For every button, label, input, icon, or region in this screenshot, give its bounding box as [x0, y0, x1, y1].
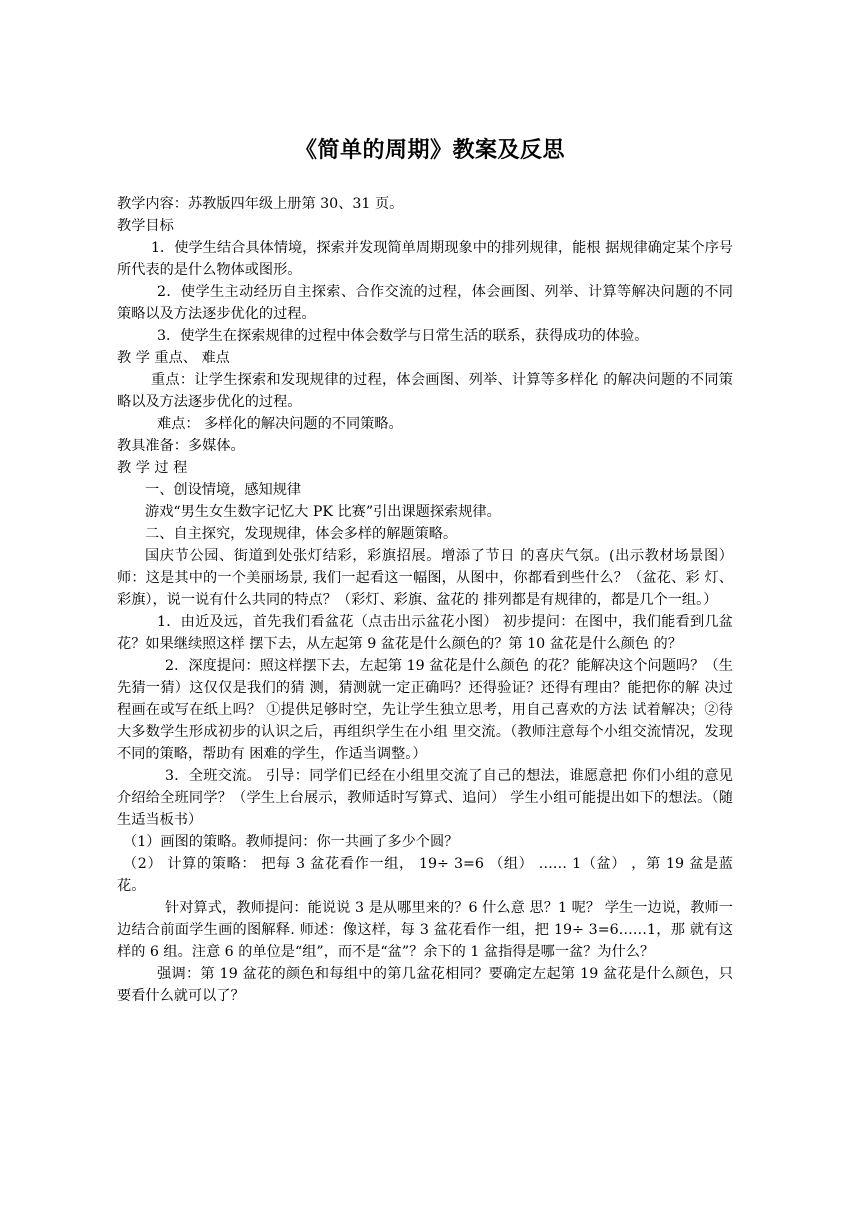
- key-points-heading: 教 学 重点、 难点: [117, 350, 230, 366]
- game-paragraph: 游戏“男生女生数字记忆大 PK 比赛”引出课题探索规律。: [145, 504, 501, 520]
- teaching-process-heading: 教 学 过 程: [117, 460, 188, 476]
- teaching-goals-heading: 教学目标: [117, 218, 174, 234]
- step-3-paragraph: 3．全班交流。 引导：同学们已经在小组里交流了自己的想法，谁愿意把 你们小组的意见介绍给全班同学？（学生上台展示，教师适时写算式、追问） 学生小组可能提出如下的想法。（随生适当板书）: [117, 768, 733, 828]
- emphasis-paragraph: 强调：第 19 盆花的颜色和每组中的第几盆花相同？要确定左起第 19 盆花是什么颜色，只要看什么就可以了？: [117, 966, 733, 1004]
- step-1-paragraph: 1．由近及远，首先我们看盆花（点击出示盆花小图） 初步提问：在图中，我们能看到几盆花？如果继续照这样 摆下去，从左起第 9 盆花是什么颜色的？第 10 盆花是什么颜色 的？: [117, 614, 733, 652]
- teaching-content-paragraph: 教学内容：苏教版四年级上册第 30、31 页。: [117, 196, 404, 212]
- teaching-aids-paragraph: 教具准备：多媒体。: [117, 438, 245, 454]
- key-point-paragraph: 重点：让学生探索和发现规律的过程，体会画图、列举、计算等多样化 的解决问题的不同策略以及方法逐步优化的过程。: [117, 372, 733, 410]
- goal-2-paragraph: 2．使学生主动经历自主探索、合作交流的过程，体会画图、列举、计算等解决问题的不同策略以及方法逐步优化的过程。: [117, 284, 733, 322]
- section-1-heading: 一、创设情境，感知规律: [145, 482, 302, 498]
- step-2-paragraph: 2．深度提问：照这样摆下去，左起第 19 盆花是什么颜色 的花？能解决这个问题吗？（生先猜一猜）这仅仅是我们的猜 测，猜测就一定正确吗？还得验证？还得有理由？能把你的解 决过程画在或写在纸上吗？ ①提供足够时空，先让学生独立思考，用自己喜欢的方法 试着解决；②待大多数学生形成初步的认识之后，再组织学生在小组 里交流。（教师注意每个小组交流情况，发现不同的策略，帮助有 困难的学生，作适当调整。）: [117, 658, 733, 762]
- question-paragraph: 针对算式，教师提问：能说说 3 是从哪里来的？6 什么意 思？1 呢？ 学生一边说，教师一边结合前面学生画的图解释. 师述：像这样，每 3 盆花看作一组，把 19÷ 3=6……1，那 就有这样的 6 组。注意 6 的单位是“组”，而不是“盆”？余下的 1 盆指得是哪一盆？为什么？: [117, 900, 733, 960]
- goal-3-paragraph: 3．使学生在探索规律的过程中体会数学与日常生活的联系，获得成功的体验。: [157, 328, 649, 344]
- document-body: [117, 193, 733, 1007]
- document-title: 《简单的周期》教案及反思: [294, 137, 565, 163]
- strategy-drawing-paragraph: （1）画图的策略。教师提问：你一共画了多少个圆？: [123, 834, 459, 850]
- strategy-calculation-paragraph: （2） 计算的策略： 把每 3 盆花看作一组， 19÷ 3=6 （组） …… 1（盆） ，第 19 盆是蓝花。: [117, 856, 733, 894]
- scene-paragraph: 国庆节公园、街道到处张灯结彩，彩旗招展。增添了节日 的喜庆气氛。(出示教材场景图）师：这是其中的一个美丽场景, 我们一起看这一幅图，从图中，你都看到些什么？（盆花、彩 灯、彩旗），说一说有什么共同的特点？（彩灯、彩旗、盆花的 排列都是有规律的，都是几个一组。）: [117, 548, 733, 608]
- goal-1-paragraph: 1．使学生结合具体情境，探索并发现简单周期现象中的排列规律，能根 据规律确定某个序号所代表的是什么物体或图形。: [117, 240, 733, 278]
- section-2-heading: 二、自主探究，发现规律，体会多样的解题策略。: [145, 526, 458, 542]
- difficulty-paragraph: 难点： 多样化的解决问题的不同策略。: [157, 416, 403, 432]
